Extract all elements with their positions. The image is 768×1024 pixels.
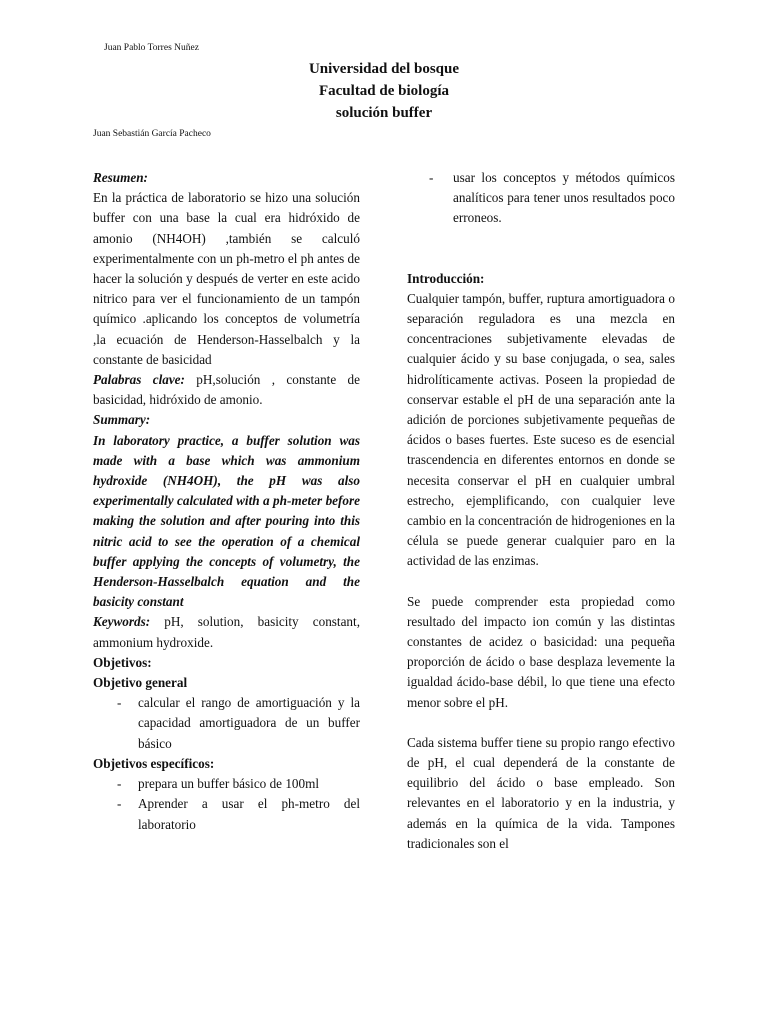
university-name: Universidad del bosque — [308, 61, 460, 77]
list-item — [93, 794, 360, 834]
keywords-paragraph — [93, 612, 360, 652]
introduccion-paragraph-3: Cada sistema buffer tiene su propio rango efectivo de pH, el cual dependerá de la constante de equilibrio del ácido o base empleado. Son relevantes en el laboratorio y en la industria, y además en la química de la vida. Tampones tradicionales son el — [407, 734, 675, 851]
objetivos-especificos-list-continued — [407, 168, 675, 229]
spacer — [407, 713, 675, 733]
resumen-heading: Resumen: — [93, 170, 148, 185]
document-header — [0, 58, 768, 124]
palabras-clave-paragraph — [93, 370, 360, 410]
objetivo-general-heading: Objetivo general — [93, 675, 188, 691]
list-item-text: usar los conceptos y métodos químicos analíticos para tener unos resultados poco erroneos. — [453, 170, 675, 226]
keywords-label: Keywords: — [93, 614, 151, 630]
dash-bullet: - — [117, 776, 122, 792]
author-name-top: Juan Pablo Torres Nuñez — [104, 43, 199, 53]
faculty-name: Facultad de biología — [318, 83, 449, 99]
dash-bullet: - — [117, 695, 122, 711]
dash-bullet: - — [117, 796, 122, 812]
objetivos-especificos-list — [93, 774, 360, 835]
summary-heading: Summary: — [93, 412, 151, 428]
introduccion-paragraph-2: Se puede comprender esta propiedad como resultado del impacto ion común y las distintas constantes de acidez o basicidad: una pequeña proporción de ácido o base desplaza levemente la igualdad ácido-base débil, lo que tiene una efecto menor sobre el pH. — [407, 593, 675, 710]
spacer — [407, 572, 675, 592]
introduccion-heading: Introducción: — [407, 270, 485, 286]
list-item-text: calcular el rango de amortiguación y la capacidad amortiguadora de un buffer básico — [138, 695, 360, 751]
spacer — [407, 229, 675, 269]
palabras-clave-label: Palabras clave: — [93, 372, 185, 388]
list-item-text: prepara un buffer básico de 100ml — [138, 776, 320, 792]
resumen-paragraph: En la práctica de laboratorio se hizo una solución buffer con una base la cual era hidróxido de amonio (NH4OH) ,también se calculó experimentalmente con un ph-metro el ph antes de hacer la solución y después de verter en este acido nitrico para ver el funcionamiento de un tampón químico .aplicando los conceptos de volumetría ,la ecuación de Henderson-Hasselbalch y la constante de basicidad — [93, 190, 360, 367]
dash-bullet: - — [429, 170, 434, 185]
list-item-text: Aprender a usar el ph-metro del laboratorio — [138, 796, 360, 832]
left-column — [93, 168, 360, 835]
introduccion-paragraph-1: Cualquier tampón, buffer, ruptura amortiguadora o separación reguladora es una mezcla en concentraciones subjetivamente elevadas de cualquier ácido y su base conjugada, o sea, sales hidrolíticamente activas. Poseen la propiedad de conservar estable el pH de una separación ante la adición de porciones subjetivamente pequeñas de ácidos o bases fuertes. Este suceso es de esencial trascendencia en diferentes entornos en donde se necesita conservar el pH en cualquier umbral estrecho, ejemplificando, con cualquier leve cambio en la concentración de hidrogeniones en la célula se puede generar cualquier paro en la actividad de las enzimas. — [407, 290, 675, 569]
summary-paragraph: In laboratory practice, a buffer solution was made with a base which was ammonium hydroxide (NH4OH), the pH was also experimentally calculated with a ph-meter before making the solution and after pouring into this nitric acid to see the operation of a chemical buffer applying the concepts of volumetry, the Henderson-Hasselbalch equation and the basicity constant — [93, 432, 360, 610]
right-column — [407, 168, 675, 854]
list-item — [93, 774, 360, 794]
palabras-clave-text: pH,solución , constante de basicidad, hidróxido de amonio. — [93, 372, 360, 408]
objetivos-especificos-heading: Objetivos específicos: — [93, 755, 215, 771]
keywords-text: pH, solution, basicity constant, ammonium hydroxide. — [93, 614, 360, 650]
objetivo-general-list — [93, 693, 360, 754]
objetivos-heading: Objetivos: — [93, 654, 152, 670]
list-item — [407, 168, 675, 229]
author-name-second: Juan Sebastián García Pacheco — [93, 129, 211, 139]
list-item — [93, 693, 360, 754]
document-title: solución buffer — [335, 105, 433, 121]
